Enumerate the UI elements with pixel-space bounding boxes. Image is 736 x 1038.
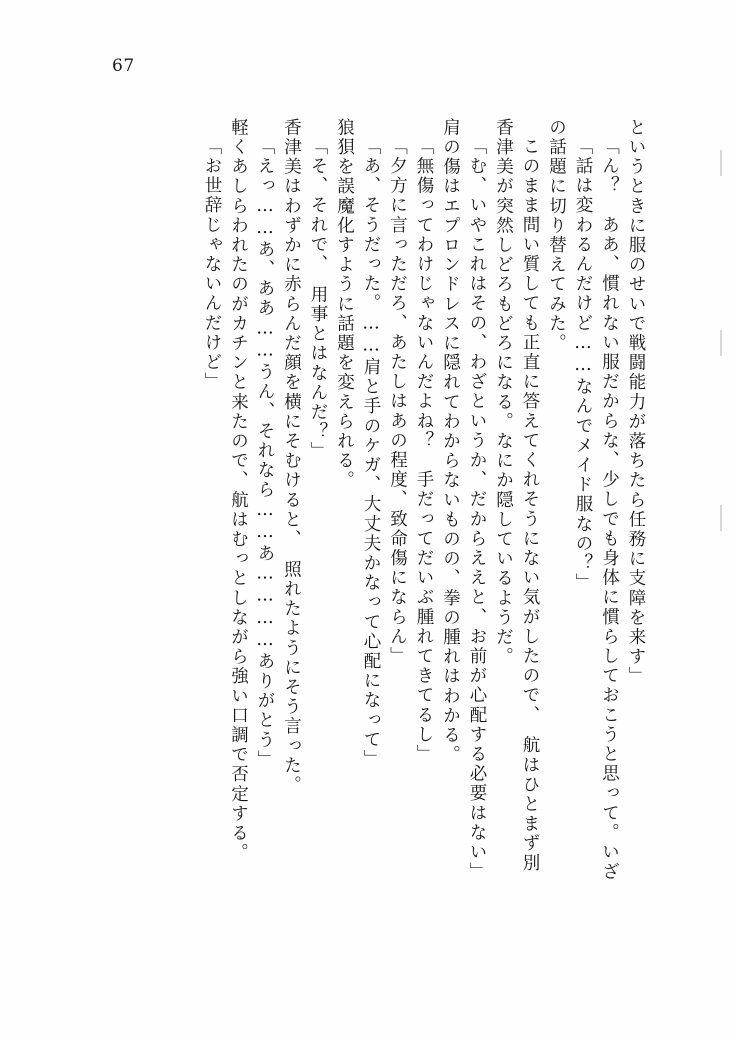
text-line: 香津美はわずかに赤らんだ顔を横にそむけると、 照れたようにそう言った。 (281, 118, 302, 796)
text-line: このまま問い質しても正直に答えてくれそうにない気がしたので、 航はひとまず別 (520, 137, 540, 874)
text-line: 「無傷ってわけじゃないんだよね？ 手だってだいぶ腫れてきてるし」 (414, 137, 434, 765)
text-line: 狼狽を誤魔化すように話題を変えられる。 (334, 118, 355, 491)
text-line: 「そ、それで、 用事とはなんだ？」 (308, 137, 328, 462)
binding-mark-bottom (720, 505, 722, 531)
binding-mark-top (720, 150, 722, 176)
text-line: 「夕方に言っただろ、あたしはあの程度、致命傷にならん」 (387, 137, 408, 667)
text-line: 「あ、そうだった。……肩と手のケガ、大丈夫かなって心配になって」 (361, 137, 381, 770)
text-line: 「話は変わるんだけど……なんでメイド服なの？」 (573, 137, 593, 593)
text-line: 肩の傷はエプロンドレスに隠れてわからないものの、拳の腫れはわかる。 (440, 118, 461, 765)
text-line: というときに服のせいで戦闘能力が落ちたら任務に支障を来す」 (626, 118, 646, 687)
text-line: 「お世辞じゃないんだけど」 (202, 137, 222, 392)
text-line: 香津美が突然しどろもどろになる。なにか隠しているようだ。 (493, 118, 514, 667)
text-line: 軽くあしらわれたのがカチンと来たので、航はむっとしながら強い口調で否定する。 (228, 118, 249, 863)
text-line: の話題に切り替えてみた。 (546, 118, 567, 354)
text-line: 「ん？ ああ、慣れない服だからな、少しでも身体に慣らしておこうと思って。いざ (599, 137, 620, 882)
page-number: 67 (112, 56, 135, 76)
text-line: 「む、いやこれはその、わざというか、だからええと、お前が心配する必要はない」 (467, 137, 487, 882)
binding-mark-middle (720, 330, 722, 356)
vertical-text-block (202, 118, 646, 882)
text-line: 「えっ……あ、ああ……うん、それなら……あ…………ありがとう」 (255, 137, 275, 770)
